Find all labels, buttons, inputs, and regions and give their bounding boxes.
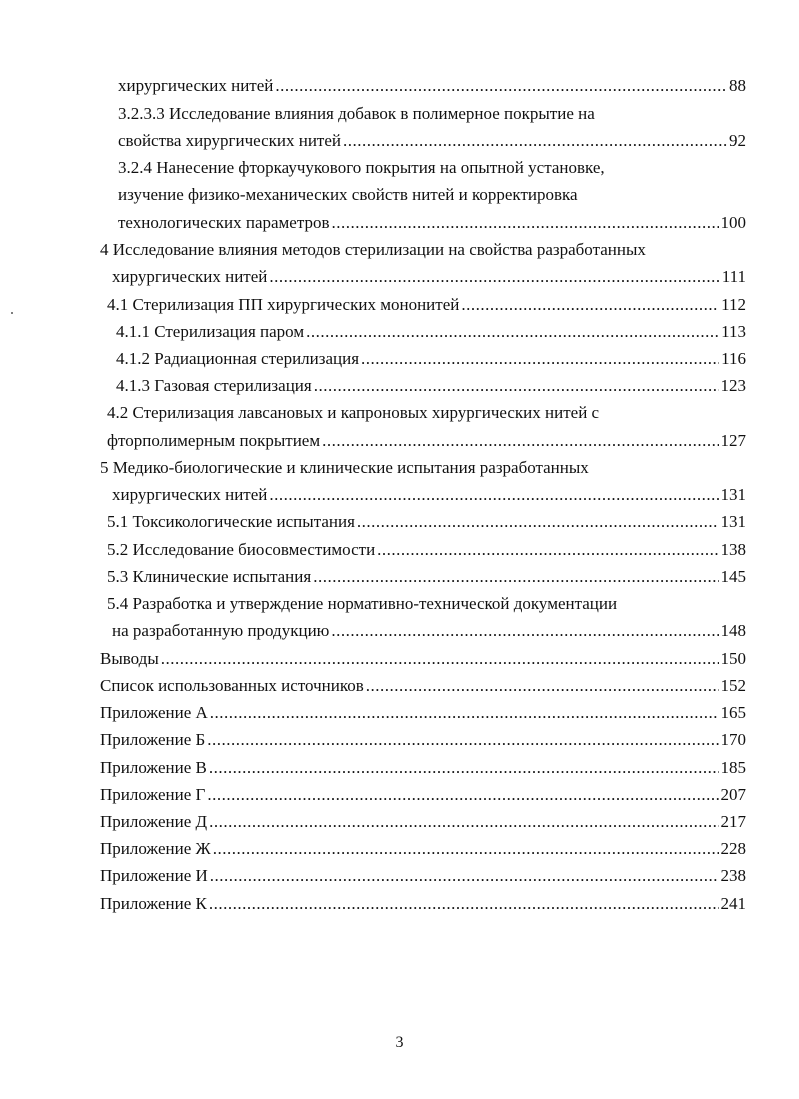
toc-entry-page: 207 bbox=[720, 785, 746, 804]
toc-entry-page: 217 bbox=[720, 812, 746, 831]
toc-entry-title: хирургических нитей bbox=[112, 485, 268, 504]
toc-entry-title: 5.3 Клинические испытания bbox=[107, 567, 312, 586]
toc-entry-title: Приложение И bbox=[100, 866, 208, 885]
toc-entry-page: 131 bbox=[720, 485, 746, 504]
toc-entry bbox=[118, 213, 746, 233]
toc-leader-dots bbox=[210, 703, 719, 723]
toc-entry-page: 148 bbox=[720, 621, 746, 640]
scan-speck bbox=[11, 312, 13, 314]
page-number: 3 bbox=[395, 1034, 404, 1051]
toc-entry bbox=[107, 295, 746, 315]
toc-entry-page: 116 bbox=[721, 349, 746, 368]
toc-leader-dots bbox=[269, 267, 719, 287]
toc-leader-dots bbox=[275, 76, 727, 96]
toc-leader-dots bbox=[213, 839, 719, 859]
toc-entry-title: 5 Медико-биологические и клинические испытания разработанных bbox=[100, 458, 589, 477]
toc-entry bbox=[107, 540, 746, 560]
toc-entry bbox=[100, 812, 746, 832]
toc-entry-title: 4.1.3 Газовая стерилизация bbox=[116, 376, 312, 395]
toc-entry-page: 238 bbox=[720, 866, 746, 885]
toc-leader-dots bbox=[269, 485, 718, 505]
toc-leader-dots bbox=[209, 758, 719, 778]
toc-entry bbox=[116, 349, 746, 369]
toc-leader-dots bbox=[461, 295, 719, 315]
toc-entry bbox=[116, 322, 746, 342]
toc-entry-title: 4.1 Стерилизация ПП хирургических мононитей bbox=[107, 295, 460, 314]
toc-entry-page: 111 bbox=[721, 267, 746, 286]
toc-entry-title: изучение физико-механических свойств нитей и корректировка bbox=[118, 185, 578, 204]
toc-entry-title: на разработанную продукцию bbox=[112, 621, 330, 640]
toc-entry bbox=[100, 649, 746, 669]
toc-entry bbox=[112, 267, 746, 287]
toc-entry-title: Приложение В bbox=[100, 758, 207, 777]
toc-leader-dots bbox=[207, 785, 718, 805]
toc-entry-title: 3.2.4 Нанесение фторкаучукового покрытия на опытной установке, bbox=[118, 158, 605, 177]
toc-leader-dots bbox=[313, 567, 718, 587]
toc-entry bbox=[107, 512, 746, 532]
toc-leader-dots bbox=[357, 512, 719, 532]
toc-entry bbox=[107, 431, 746, 451]
toc-entry-page: 88 bbox=[729, 76, 746, 95]
toc-entry-title: Выводы bbox=[100, 649, 159, 668]
toc-leader-dots bbox=[377, 540, 718, 560]
toc-entry-page: 145 bbox=[720, 567, 746, 586]
toc-entry-title: Список использованных источников bbox=[100, 676, 364, 695]
toc-entry-page: 228 bbox=[720, 839, 746, 858]
toc-entry bbox=[112, 621, 746, 641]
toc-entry bbox=[100, 730, 746, 750]
toc-entry-page: 185 bbox=[720, 758, 746, 777]
toc-leader-dots bbox=[366, 676, 719, 696]
toc-entry-page: 92 bbox=[729, 131, 746, 150]
toc-entry-title: 5.2 Исследование биосовместимости bbox=[107, 540, 376, 559]
toc-leader-dots bbox=[314, 376, 719, 396]
toc-entry bbox=[112, 485, 746, 505]
toc-entry-title: Приложение К bbox=[100, 894, 207, 913]
toc-entry-page: 127 bbox=[720, 431, 746, 450]
toc-entry-page: 152 bbox=[720, 676, 746, 695]
toc-entry-page: 100 bbox=[720, 213, 746, 232]
toc-entry bbox=[116, 376, 746, 396]
toc-entry-page: 170 bbox=[720, 730, 746, 749]
toc-entry-title: 4.2 Стерилизация лавсановых и капроновых хирургических нитей с bbox=[107, 403, 600, 422]
toc-entry bbox=[100, 758, 746, 778]
toc-entry bbox=[100, 703, 746, 723]
toc-entry-page: 241 bbox=[720, 894, 746, 913]
toc-entry-title: 5.4 Разработка и утверждение нормативно-технической документации bbox=[107, 594, 618, 613]
toc-entry bbox=[100, 839, 746, 859]
toc-entry-title: Приложение Г bbox=[100, 785, 206, 804]
toc-entry bbox=[100, 894, 746, 914]
toc-entry bbox=[100, 785, 746, 805]
toc-leader-dots bbox=[332, 213, 719, 233]
toc-entry-page: 113 bbox=[721, 322, 746, 341]
toc-entry-page: 138 bbox=[720, 540, 746, 559]
toc-leader-dots bbox=[361, 349, 719, 369]
toc-entry-title: 4.1.1 Стерилизация паром bbox=[116, 322, 305, 341]
toc-leader-dots bbox=[322, 431, 718, 451]
toc-entry-title: фторполимерным покрытием bbox=[107, 431, 321, 450]
toc-entry-page: 112 bbox=[721, 295, 746, 314]
toc-entry-title: 4 Исследование влияния методов стерилизации на свойства разработанных bbox=[100, 240, 646, 259]
toc-entry-title: Приложение Ж bbox=[100, 839, 211, 858]
toc-leader-dots bbox=[306, 322, 719, 342]
toc-leader-dots bbox=[207, 730, 718, 750]
toc-entry bbox=[118, 76, 746, 96]
toc-entry bbox=[107, 567, 746, 587]
toc-entry-title: хирургических нитей bbox=[112, 267, 268, 286]
toc-entry-title: 5.1 Токсикологические испытания bbox=[107, 512, 355, 531]
toc-entry-page: 131 bbox=[720, 512, 746, 531]
toc-entry bbox=[100, 866, 746, 886]
toc-entry bbox=[118, 131, 746, 151]
toc-leader-dots bbox=[209, 894, 719, 914]
toc-entry-title: 3.2.3.3 Исследование влияния добавок в полимерное покрытие на bbox=[118, 104, 595, 123]
toc-entry-title: Приложение Б bbox=[100, 730, 206, 749]
toc-entry-page: 123 bbox=[720, 376, 746, 395]
toc-entry-title: Приложение А bbox=[100, 703, 208, 722]
toc-entry-title: Приложение Д bbox=[100, 812, 208, 831]
toc-entry-title: свойства хирургических нитей bbox=[118, 131, 342, 150]
toc-leader-dots bbox=[210, 866, 719, 886]
toc-entry-title: хирургических нитей bbox=[118, 76, 274, 95]
toc-entry-page: 165 bbox=[720, 703, 746, 722]
toc-entry-page: 150 bbox=[720, 649, 746, 668]
toc-leader-dots bbox=[209, 812, 718, 832]
toc-leader-dots bbox=[161, 649, 719, 669]
toc-leader-dots bbox=[343, 131, 727, 151]
toc-entry-title: технологических параметров bbox=[118, 213, 330, 232]
toc-leader-dots bbox=[331, 621, 718, 641]
toc-entry-title: 4.1.2 Радиационная стерилизация bbox=[116, 349, 360, 368]
toc-entry bbox=[100, 676, 746, 696]
